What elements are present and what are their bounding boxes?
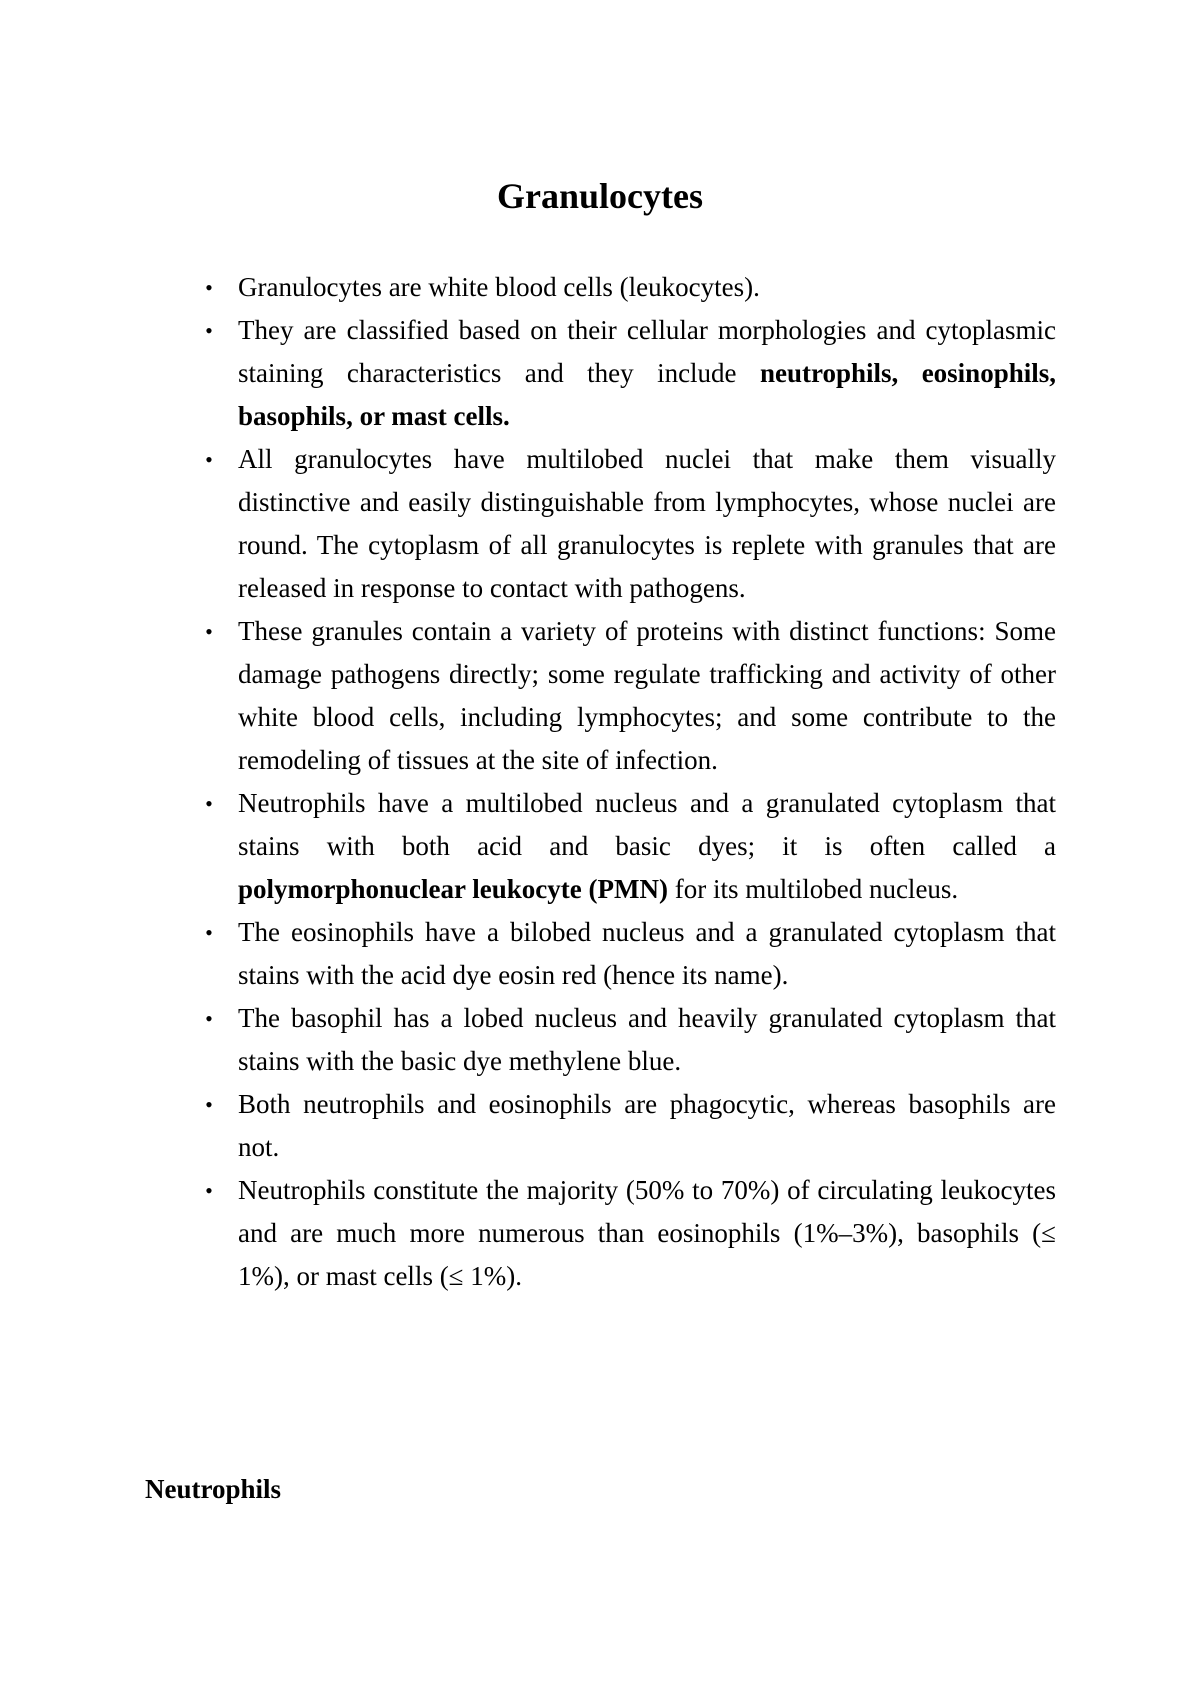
- list-item-text: Neutrophils have a multilobed nucleus and a granulated cytoplasm that stains with both acid and basic dyes; it is often called a: [238, 788, 1056, 861]
- bullet-icon: •: [205, 619, 213, 644]
- list-item-text: The basophil has a lobed nucleus and heavily granulated cytoplasm that stains with the basic dye methylene blue.: [238, 1003, 1056, 1076]
- bullet-icon: •: [205, 1092, 213, 1117]
- list-item-text: These granules contain a variety of proteins with distinct functions: Some damage pathogens directly; some regulate trafficking and activity of other white blood cells, including lymphocytes; and some contribute to the remodeling of tissues at the site of infection.: [238, 616, 1056, 775]
- section-heading: Neutrophils: [145, 1474, 282, 1504]
- list-item: [200, 438, 1056, 610]
- list-item: [200, 782, 1056, 911]
- list-item-bold-text: polymorphonuclear leukocyte (PMN): [238, 874, 668, 904]
- list-item: [200, 309, 1056, 438]
- list-item-bold-text: neutrophils, eosinophils, basophils, or mast cells.: [238, 358, 1056, 431]
- list-item-text: All granulocytes have multilobed nuclei that make them visually distinctive and easily distinguishable from lymphocytes, whose nuclei are round. The cytoplasm of all granulocytes is replete with granules that are released in response to contact with pathogens.: [238, 444, 1056, 603]
- bullet-icon: •: [205, 318, 213, 343]
- list-item: [200, 1083, 1056, 1169]
- list-item: [200, 911, 1056, 997]
- list-item-text: for its multilobed nucleus.: [667, 874, 959, 904]
- list-item-text: The eosinophils have a bilobed nucleus and a granulated cytoplasm that stains with the acid dye eosin red (hence its name).: [238, 917, 1056, 990]
- list-item-text: Neutrophils constitute the majority (50% to 70%) of circulating leukocytes and are much more numerous than eosinophils (1%–3%), basophils (≤ 1%), or mast cells (≤ 1%).: [238, 1175, 1056, 1291]
- list-item: [200, 1169, 1056, 1298]
- list-item-text: Both neutrophils and eosinophils are phagocytic, whereas basophils are not.: [238, 1089, 1056, 1162]
- bullet-icon: •: [205, 275, 213, 300]
- list-item: [200, 997, 1056, 1083]
- page-title: Granulocytes: [497, 176, 703, 216]
- list-item: [200, 266, 1056, 309]
- bullet-icon: •: [205, 447, 213, 472]
- list-item-text: Granulocytes are white blood cells (leukocytes).: [238, 272, 760, 302]
- list-item: [200, 610, 1056, 782]
- bullet-icon: •: [205, 791, 213, 816]
- bullet-list: [200, 266, 1056, 1298]
- bullet-icon: •: [205, 1006, 213, 1031]
- bullet-icon: •: [205, 1178, 213, 1203]
- bullet-icon: •: [205, 920, 213, 945]
- list-item-text: They are classified based on their cellular morphologies and cytoplasmic staining characteristics and they include: [238, 315, 1056, 388]
